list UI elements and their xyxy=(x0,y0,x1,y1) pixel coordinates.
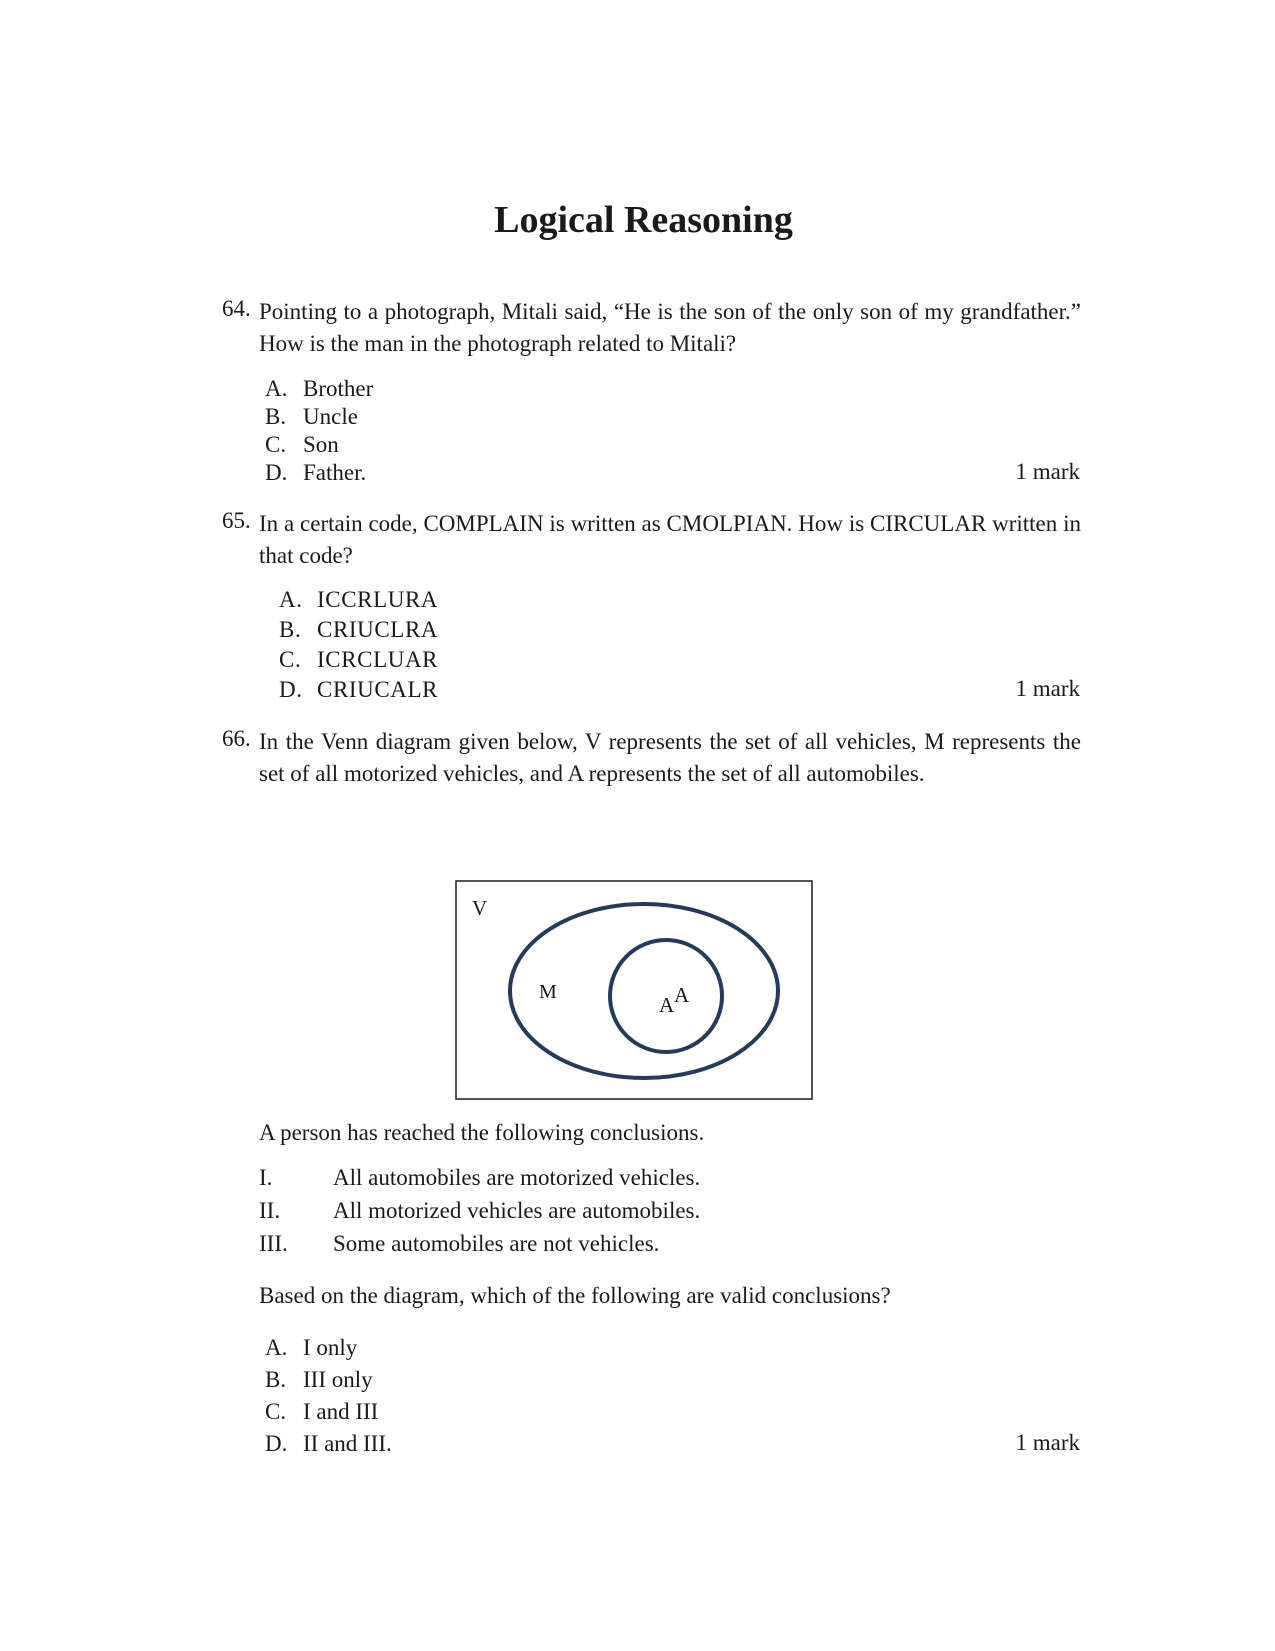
option-letter: C. xyxy=(265,432,287,457)
conclusion-text: Some automobiles are not vehicles. xyxy=(333,1231,660,1256)
option-letter: B. xyxy=(265,404,287,429)
option-text: ICRCLUAR xyxy=(317,647,439,672)
option-b[interactable] xyxy=(265,403,358,431)
option-text: Son xyxy=(303,432,339,457)
question-number: 65. xyxy=(222,508,251,533)
question-prompt: Based on the diagram, which of the following are valid conclusions? xyxy=(259,1283,891,1308)
option-letter: D. xyxy=(265,1431,288,1456)
option-a[interactable] xyxy=(279,586,438,614)
set-label-a: A xyxy=(659,993,675,1017)
conclusion-text: All motorized vehicles are automobiles. xyxy=(333,1198,701,1223)
option-text: III only xyxy=(303,1367,373,1392)
option-letter: A. xyxy=(279,587,303,612)
option-text: Brother xyxy=(303,376,374,401)
question-text: Pointing to a photograph, Mitali said, “He is the son of the only son of my grandfather.” How is the man in the photograph related to Mitali? xyxy=(259,299,1081,356)
option-c[interactable] xyxy=(265,431,339,459)
option-text: I and III xyxy=(303,1399,379,1424)
option-d[interactable] xyxy=(265,459,366,487)
set-label-m: M xyxy=(539,981,557,1003)
option-text: II and III. xyxy=(303,1431,392,1456)
option-letter: D. xyxy=(279,677,303,702)
conclusion-numeral: II. xyxy=(259,1198,281,1223)
marks-label: 1 mark xyxy=(1015,676,1080,701)
marks-label: 1 mark xyxy=(1015,1430,1080,1455)
option-b[interactable] xyxy=(279,616,438,644)
option-text: CRIUCLRA xyxy=(317,617,439,642)
question-number: 66. xyxy=(222,726,251,751)
option-letter: B. xyxy=(279,617,302,642)
set-label-v: V xyxy=(472,896,488,920)
option-text: ICCRLURA xyxy=(317,587,439,612)
option-letter: A. xyxy=(265,376,288,401)
option-letter: A. xyxy=(265,1335,288,1360)
question-text: In a certain code, COMPLAIN is written as CMOLPIAN. How is CIRCULAR written in that code? xyxy=(259,511,1081,568)
option-letter: B. xyxy=(265,1367,287,1392)
set-label-a-duplicate: A xyxy=(674,983,690,1007)
venn-diagram xyxy=(455,880,813,1100)
option-c[interactable] xyxy=(279,646,438,674)
option-b[interactable] xyxy=(265,1366,373,1394)
option-text: CRIUCALR xyxy=(317,677,439,702)
conclusion-text: All automobiles are motorized vehicles. xyxy=(333,1165,701,1190)
option-text: I only xyxy=(303,1335,358,1360)
option-a[interactable] xyxy=(265,1334,357,1362)
marks-label: 1 mark xyxy=(1015,459,1080,484)
option-letter: C. xyxy=(279,647,302,672)
option-c[interactable] xyxy=(265,1398,378,1426)
option-a[interactable] xyxy=(265,375,373,403)
option-letter: C. xyxy=(265,1399,287,1424)
option-d[interactable] xyxy=(265,1430,392,1458)
option-letter: D. xyxy=(265,460,288,485)
option-text: Father. xyxy=(303,460,367,485)
conclusion-numeral: I. xyxy=(259,1165,273,1190)
conclusions-intro: A person has reached the following conclusions. xyxy=(259,1120,705,1145)
question-text: In the Venn diagram given below, V represents the set of all vehicles, M represents the set of all motorized vehicles, and A represents the set of all automobiles. xyxy=(259,729,1081,786)
option-d[interactable] xyxy=(279,676,438,704)
page-title: Logical Reasoning xyxy=(494,199,793,241)
conclusion-numeral: III. xyxy=(259,1231,288,1256)
option-text: Uncle xyxy=(303,404,358,429)
question-number: 64. xyxy=(222,296,251,321)
